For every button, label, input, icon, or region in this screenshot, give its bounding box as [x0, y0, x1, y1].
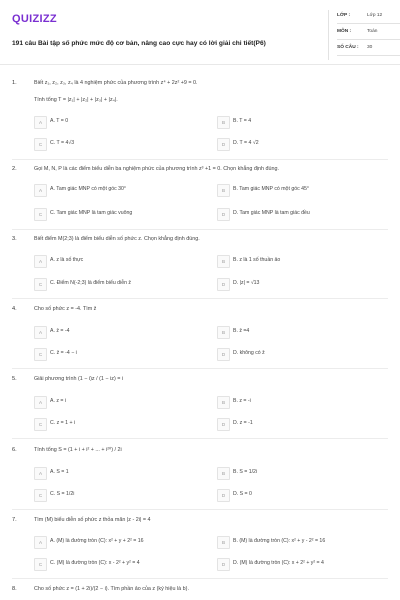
option-letter: D	[217, 278, 230, 291]
option-letter: C	[34, 558, 47, 571]
question-text: Biết z₁, z₂, z₃, z₄ là 4 nghiệm phức của phương trình z⁴ + 2z² +9 = 0.	[34, 80, 198, 86]
option-c[interactable]	[34, 278, 208, 290]
question-8	[12, 586, 388, 598]
option-letter: D	[217, 418, 230, 431]
option-label: B. (M) là đường tròn (C): x² + y - 2² = 16	[233, 538, 326, 544]
option-label: C. T = 4√3	[50, 140, 75, 146]
option-letter: B	[217, 184, 230, 197]
divider	[337, 39, 400, 40]
divider	[12, 509, 388, 510]
question-1	[12, 80, 388, 160]
option-a[interactable]	[34, 184, 208, 196]
option-letter: A	[34, 326, 47, 339]
document-header	[12, 10, 392, 62]
meta-row-subject	[337, 26, 400, 40]
option-d[interactable]	[217, 348, 391, 360]
option-label: C. (M) là đường tròn (C): x - 2² + y² = 4	[50, 560, 140, 566]
divider	[12, 578, 388, 579]
question-5	[12, 376, 388, 436]
option-a[interactable]	[34, 536, 208, 548]
option-letter: D	[217, 489, 230, 502]
option-a[interactable]	[34, 116, 208, 128]
option-label: A. z là số thực	[50, 257, 84, 263]
option-letter: A	[34, 536, 47, 549]
meta-value: Toán	[367, 29, 378, 34]
meta-row-count	[337, 42, 400, 56]
option-b[interactable]	[217, 467, 391, 479]
option-label: D. Tam giác MNP là tam giác đều	[233, 210, 310, 216]
option-letter: A	[34, 467, 47, 480]
option-letter: D	[217, 208, 230, 221]
question-text: Cho số phức z = (1 + 2i)/(2 − i). Tìm phần ảo của z (ký hiệu là b).	[34, 586, 189, 592]
option-letter: A	[34, 255, 47, 268]
option-d[interactable]	[217, 208, 391, 220]
question-text: Biết điểm M(2;3) là điểm biểu diễn số phức z. Chọn khẳng định đúng.	[34, 236, 200, 242]
question-number: 6.	[12, 447, 17, 453]
divider	[12, 438, 388, 439]
option-letter: C	[34, 489, 47, 502]
divider	[337, 55, 400, 56]
option-b[interactable]	[217, 116, 391, 128]
quizizz-logo[interactable]: QUIZIZZ	[12, 13, 57, 25]
option-label: B. T = 4	[233, 118, 252, 124]
option-label: B. Tam giác MNP có một góc 45°	[233, 186, 309, 192]
meta-key: SỐ CÂU :	[337, 45, 359, 50]
option-label: A. Tam giác MNP có một góc 30°	[50, 186, 126, 192]
question-number: 3.	[12, 236, 17, 242]
question-2	[12, 166, 388, 226]
option-c[interactable]	[34, 489, 208, 501]
option-label: D. T = 4 √2	[233, 140, 259, 146]
option-label: B. S = 1/2i	[233, 469, 258, 475]
option-letter: C	[34, 418, 47, 431]
question-number: 4.	[12, 306, 17, 312]
option-label: C. S = 1/2i	[50, 491, 75, 497]
meta-row-class	[337, 10, 400, 24]
question-subtext: Tính tổng T = |z₁| + |z₂| + |z₃| + |z₄|.	[34, 97, 118, 103]
question-number: 5.	[12, 376, 17, 382]
option-letter: D	[217, 138, 230, 151]
option-label: A. z̄ = -4	[50, 328, 70, 334]
option-letter: B	[217, 467, 230, 480]
option-letter: A	[34, 116, 47, 129]
option-label: D. S = 0	[233, 491, 252, 497]
option-label: B. z̄ =4	[233, 328, 250, 334]
option-label: A. T = 0	[50, 118, 69, 124]
option-b[interactable]	[217, 396, 391, 408]
option-label: D. không có z̄	[233, 350, 265, 356]
question-number: 1.	[12, 80, 17, 86]
option-letter: B	[217, 326, 230, 339]
option-label: D. |z| = √13	[233, 280, 260, 286]
meta-box	[328, 10, 400, 60]
option-label: C. Tam giác MNP là tam giác vuông	[50, 210, 133, 216]
meta-key: LỚP :	[337, 13, 351, 18]
option-letter: B	[217, 536, 230, 549]
option-d[interactable]	[217, 418, 391, 430]
option-label: D. (M) là đường tròn (C): x + 2² + y² = 4	[233, 560, 324, 566]
option-letter: D	[217, 348, 230, 361]
option-b[interactable]	[217, 255, 391, 267]
option-a[interactable]	[34, 326, 208, 338]
option-a[interactable]	[34, 467, 208, 479]
option-letter: A	[34, 184, 47, 197]
option-letter: C	[34, 138, 47, 151]
option-label: C. z = 1 + i	[50, 420, 76, 426]
question-6	[12, 447, 388, 507]
option-letter: C	[34, 278, 47, 291]
option-label: C. Điểm N(-2;3) là điểm biểu diễn z̄	[50, 280, 132, 286]
question-number: 2.	[12, 166, 17, 172]
page-title: 191 câu Bài tập số phức mức độ cơ bản, nâng cao cực hay có lời giải chi tiết(P6)	[12, 40, 266, 47]
option-letter: C	[34, 348, 47, 361]
question-text: Tìm (M) biểu diễn số phức z thỏa mãn |z - 2i| = 4	[34, 517, 151, 523]
option-c[interactable]	[34, 138, 208, 150]
divider	[337, 23, 400, 24]
question-number: 8.	[12, 586, 17, 592]
divider	[12, 229, 388, 230]
question-number: 7.	[12, 517, 17, 523]
option-c[interactable]	[34, 558, 208, 570]
divider	[12, 159, 388, 160]
option-letter: C	[34, 208, 47, 221]
option-label: A. (M) là đường tròn (C): x² + y + 2² = 16	[50, 538, 144, 544]
option-d[interactable]	[217, 278, 391, 290]
question-text: Tính tổng S = (1 + i + i² + ... + i²⁰) / 2i	[34, 447, 122, 453]
option-label: A. S = 1	[50, 469, 69, 475]
question-text: Cho số phức z = -4. Tìm z̄	[34, 306, 97, 312]
option-letter: B	[217, 255, 230, 268]
option-label: C. z̄ = -4 − i	[50, 350, 77, 356]
option-c[interactable]	[34, 208, 208, 220]
divider	[12, 298, 388, 299]
divider	[12, 368, 388, 369]
option-letter: B	[217, 116, 230, 129]
question-3	[12, 236, 388, 296]
option-d[interactable]	[217, 558, 391, 570]
option-label: B. z = -i	[233, 398, 251, 404]
option-b[interactable]	[217, 184, 391, 196]
meta-value: 30	[367, 45, 373, 50]
question-text: Giải phương trình (1 − i)z / (1 − iz) = i	[34, 376, 124, 382]
option-d[interactable]	[217, 138, 391, 150]
option-label: B. z là 1 số thuần ảo	[233, 257, 281, 263]
option-d[interactable]	[217, 489, 391, 501]
option-c[interactable]	[34, 418, 208, 430]
question-4	[12, 306, 388, 366]
option-label: D. z = -1	[233, 420, 253, 426]
option-c[interactable]	[34, 348, 208, 360]
option-letter: D	[217, 558, 230, 571]
question-7	[12, 517, 388, 577]
option-b[interactable]	[217, 536, 391, 548]
meta-key: MÔN :	[337, 29, 352, 34]
option-b[interactable]	[217, 326, 391, 338]
header-divider	[0, 64, 400, 65]
option-a[interactable]	[34, 255, 208, 267]
option-label: A. z = i	[50, 398, 67, 404]
option-a[interactable]	[34, 396, 208, 408]
option-letter: A	[34, 396, 47, 409]
meta-value: Lớp 12	[367, 13, 383, 18]
option-letter: B	[217, 396, 230, 409]
question-text: Gọi M, N, P là các điểm biểu diễn ba nghiệm phức của phương trình z³ +1 = 0. Chọn khẳng định đúng.	[34, 166, 279, 172]
